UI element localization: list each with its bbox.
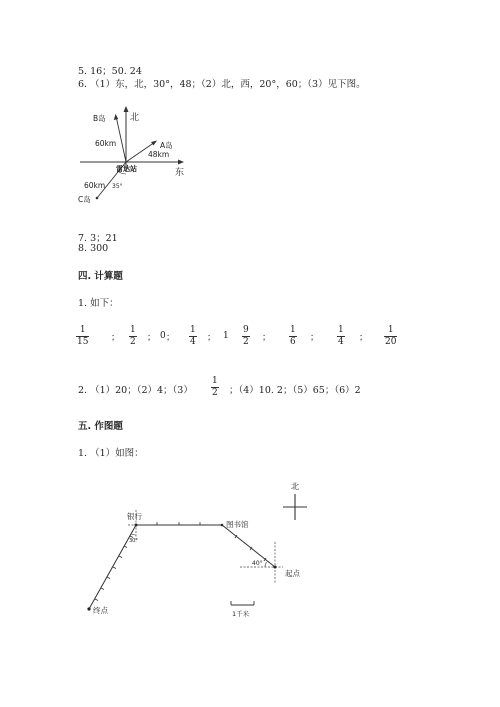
calc-q2-denominator: 2 xyxy=(212,388,218,398)
result-3: 0 xyxy=(160,331,166,341)
end-label: 终点 xyxy=(93,606,108,615)
radar-figure xyxy=(78,102,198,212)
tick xyxy=(124,546,127,548)
section-4-title: 四. 计算题 xyxy=(78,271,123,282)
library-label: 图书馆 xyxy=(226,520,249,529)
result-7-numerator: 1 xyxy=(290,325,296,335)
tick xyxy=(95,599,98,601)
tick xyxy=(101,588,104,590)
tick xyxy=(119,556,122,558)
result-7-denominator: 6 xyxy=(290,337,296,347)
start-point xyxy=(274,566,277,569)
start-angle-label: 40° xyxy=(252,560,263,567)
bank-angle-label: 30° xyxy=(129,538,138,544)
a-island-label: A岛 xyxy=(160,141,173,150)
bank-angle-arc xyxy=(132,534,137,535)
b-island-label: B岛 xyxy=(93,114,106,123)
section-5-title: 五. 作图题 xyxy=(78,421,123,432)
result-2-numerator: 1 xyxy=(130,325,136,335)
separator: ； xyxy=(207,333,217,343)
result-6-denominator: 2 xyxy=(243,337,249,347)
calc-q2-numerator: 1 xyxy=(212,376,218,386)
start-angle-arc xyxy=(265,562,267,567)
result-1-denominator: 15 xyxy=(77,337,89,347)
scale-label: 1千米 xyxy=(232,610,250,618)
result-8 xyxy=(337,325,345,348)
result-4-denominator: 4 xyxy=(190,337,196,347)
c-island-point xyxy=(96,197,99,200)
result-9 xyxy=(384,325,397,348)
answer-6: 6. （1）东，北，30°，48；（2）北，西，20°，60；（3）见下图。 xyxy=(78,79,366,90)
result-4 xyxy=(189,325,197,348)
separator: ； xyxy=(310,333,320,343)
answer-7: 7. 3；21 xyxy=(78,233,118,244)
bank-to-end-line xyxy=(89,525,136,609)
result-2-denominator: 2 xyxy=(130,337,136,347)
start-label: 起点 xyxy=(285,569,300,578)
result-7 xyxy=(289,325,297,348)
result-5: 1 xyxy=(223,331,229,341)
separator: ； xyxy=(262,333,272,343)
c-distance-label: 60km xyxy=(84,181,106,190)
compass-north-label: 北 xyxy=(291,482,299,491)
calc-q2-fraction xyxy=(211,376,219,399)
b-arrowhead xyxy=(114,114,118,120)
east-label: 东 xyxy=(175,168,185,178)
answer-8: 8. 300 xyxy=(78,243,109,254)
answer-5: 5. 16；50. 24 xyxy=(78,66,142,77)
tick xyxy=(107,577,110,579)
tick xyxy=(113,567,116,569)
result-1-numerator: 1 xyxy=(79,325,86,335)
result-9-numerator: 1 xyxy=(387,325,394,335)
result-2 xyxy=(129,325,137,348)
result-6 xyxy=(242,325,250,348)
route-map xyxy=(80,472,330,622)
result-8-numerator: 1 xyxy=(338,325,344,335)
bank-label: 银行 xyxy=(127,512,142,521)
radar-station-label: 雷达站 xyxy=(116,165,137,173)
result-1 xyxy=(76,325,89,348)
bank-end-ticks xyxy=(95,536,133,601)
b-distance-label: 60km xyxy=(95,139,117,148)
result-8-denominator: 4 xyxy=(338,337,344,347)
calc-q2-part2: ；（4）10. 2；（5）65；（6）2 xyxy=(229,385,361,396)
north-arrowhead xyxy=(124,106,129,112)
a-distance-label: 48km xyxy=(148,150,170,159)
north-label: 北 xyxy=(130,113,140,123)
result-9-denominator: 20 xyxy=(385,337,397,347)
c-island-label: C岛 xyxy=(78,195,91,204)
separator: ； xyxy=(147,333,157,343)
result-6-numerator: 9 xyxy=(243,325,249,335)
calc-q2-part1: 2. （1）20；（2）4；（3） xyxy=(78,385,193,396)
separator: ； xyxy=(359,333,369,343)
east-arrowhead xyxy=(178,160,184,165)
result-4-numerator: 1 xyxy=(190,325,196,335)
draw-q1-intro: 1. （1）如图： xyxy=(78,448,144,459)
library-to-start-line xyxy=(222,525,275,567)
separator: ； xyxy=(166,333,176,343)
a-arrowhead xyxy=(151,141,157,146)
b-island-line xyxy=(116,116,126,162)
c-angle-label: 35° xyxy=(112,183,123,190)
separator: ； xyxy=(111,333,121,343)
end-point xyxy=(87,607,90,610)
calc-q1-intro: 1. 如下： xyxy=(78,298,119,309)
